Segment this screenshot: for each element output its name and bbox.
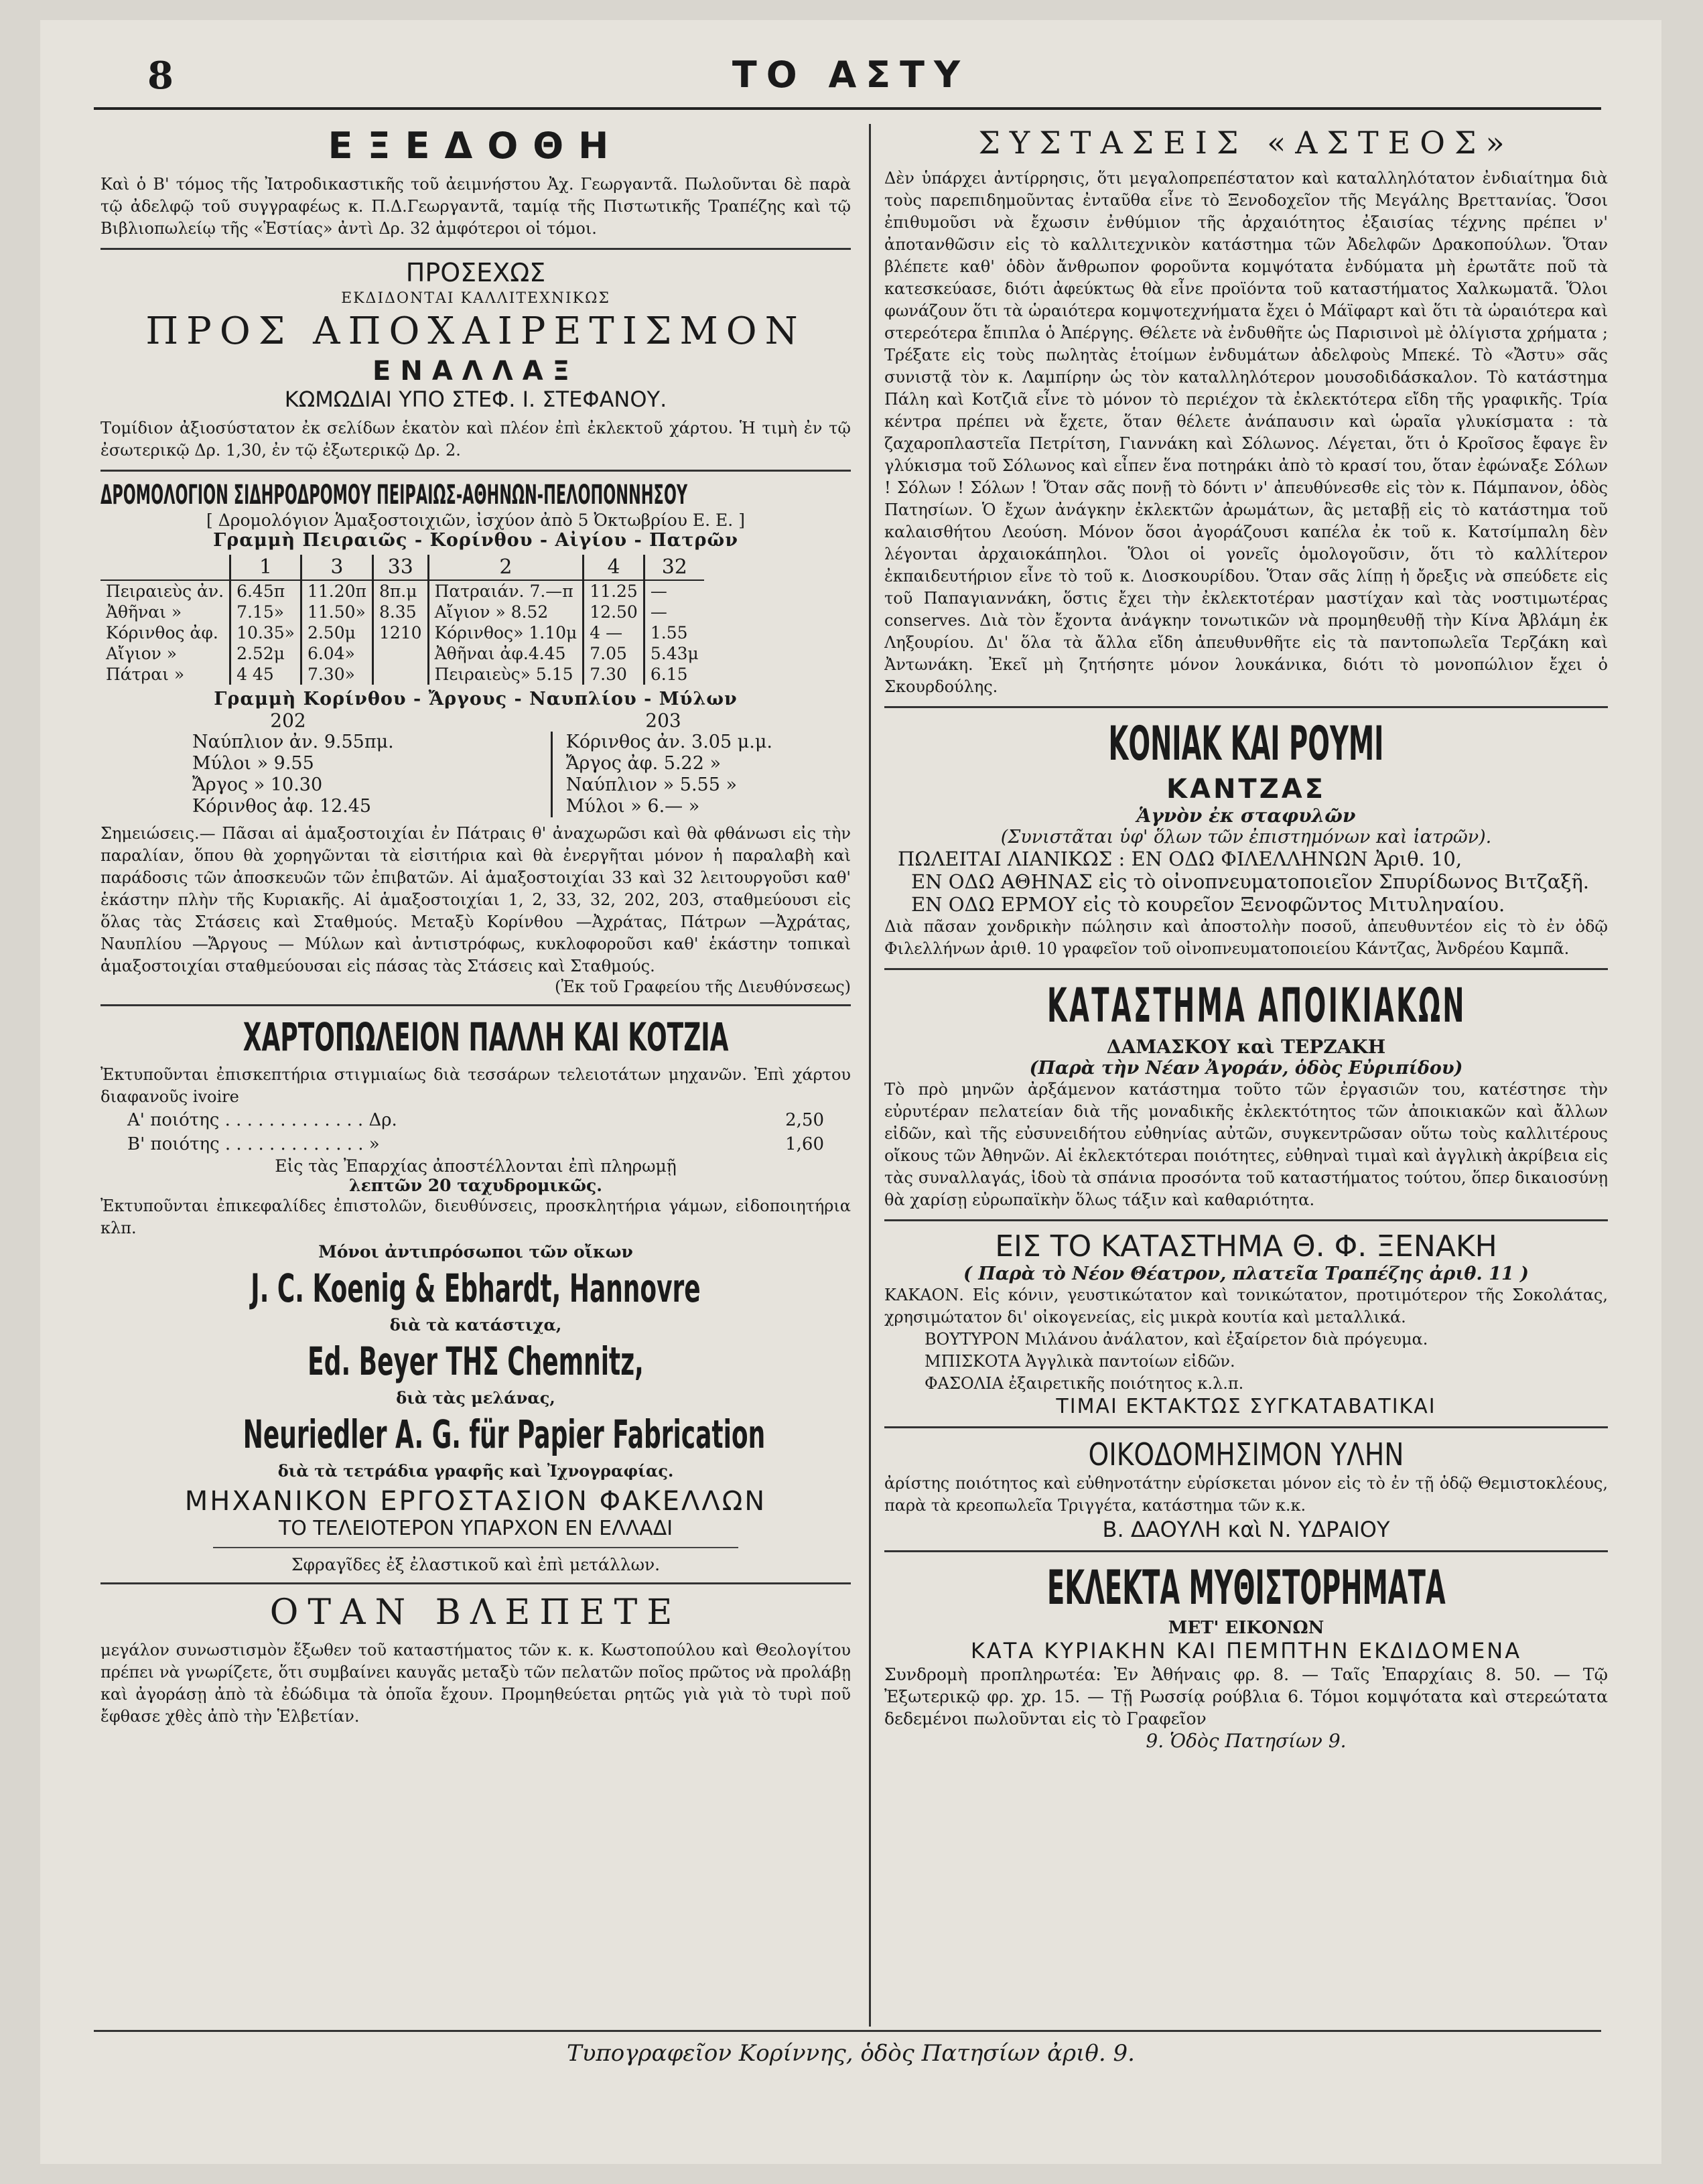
timetable-header-cell <box>100 555 230 580</box>
schedule-203 <box>551 732 772 817</box>
ad-ylin <box>884 1436 1608 1542</box>
book-name: ΕΝΑΛΛΑΞ <box>372 356 579 387</box>
ad-text: Τομίδιον ἀξιοσύστατον ἐκ σελίδων ἑκατὸν καὶ πλέον ἐπὶ ἐκλεκτοῦ χάρτου. Ἡ τιμὴ ἐν τῷ ἐσωτερικῷ Δρ. 1,30, ἐν τῷ ἐξωτερικῷ Δρ. 2. <box>100 419 851 460</box>
ad-recommend: (Συνιστᾶται ὑφ' ὅλων τῶν ἐπιστημόνων καὶ ἰατρῶν). <box>1000 827 1492 847</box>
factory-title: ΜΗΧΑΝΙΚΟΝ ΕΡΓΟΣΤΑΣΙΟΝ ΦΑΚΕΛΛΩΝ <box>184 1486 767 1517</box>
schedule-line: Κόρινθος ἀφ. 12.45 <box>192 796 372 817</box>
page-number: 8 <box>147 54 174 98</box>
masthead-title: ΤΟ ΑΣΤΥ <box>732 54 970 96</box>
price-first-quality <box>100 1108 851 1132</box>
ad-apoikiakon <box>884 978 1608 1211</box>
timetable-header-cell: 4 <box>584 555 644 580</box>
schedule-line: Ναύπλιον » 5.55 » <box>565 774 737 795</box>
section-rule <box>884 706 1608 708</box>
ad-prices: ΤΙΜΑΙ ΕΚΤΑΚΤΩΣ ΣΥΓΚΑΤΑΒΑΤΙΚΑΙ <box>1056 1395 1436 1418</box>
schedule-line: Ἄργος » 10.30 <box>192 774 323 795</box>
timetable-cell: — <box>644 602 703 622</box>
section-rule <box>884 1426 1608 1428</box>
section-rule <box>884 1550 1608 1552</box>
ad-text: ἀρίστης ποιότητος καὶ εὐθηνοτάτην εὑρίσκεται μόνον εἰς τὸ ἐν τῇ ὁδῷ Θεμιστοκλέους, παρὰ τὰ κρεοπωλεῖα Τριγγέτα, κατάστημα τῶν κ.κ. <box>884 1474 1608 1515</box>
timetable-row <box>100 602 704 622</box>
timetable-cell: Κόρινθος ἀφ. <box>106 623 218 642</box>
ad-reps: Μόνοι ἀντιπρόσωποι τῶν οἴκων <box>318 1242 633 1261</box>
product-biskota: ΜΠΙΣΚΟΤΑ Ἀγγλικὰ παντοίων εἰδῶν. <box>925 1352 1235 1371</box>
price-value: 2,50 <box>785 1110 824 1130</box>
price-label: Α' ποιότης . . . . . . . . . . . . . Δρ. <box>127 1110 397 1130</box>
ad-location: ( Παρὰ τὸ Νέον Θέατρον, πλατεῖα Τραπέζης ἀριθ. 11 ) <box>963 1264 1529 1284</box>
section-rule <box>884 1219 1608 1221</box>
product-fasolia: ΦΑΣΟΛΙΑ ἐξαιρετικῆς ποιότητος κ.λ.π. <box>925 1374 1244 1393</box>
timetable-cell: Αἴγιον » <box>106 644 178 663</box>
sale-point-3: ΕΝ ΟΔΩ ΕΡΜΟΥ εἰς τὸ κουρεῖον Ξενοφῶντος Μιτυληναίου. <box>911 893 1505 916</box>
ad-text: Διὰ πᾶσαν χονδρικὴν πώλησιν καὶ ἀποστολὴν ποσοῦ, ἀπευθυντέον εἰς τὸ ἐν ὁδῷ Φιλελλήνων ἀριθ. 10 γραφεῖον τοῦ οἰνοπνευματοποιείου Κάντζας, Ἀνδρέου Καμπᾶ. <box>884 917 1608 958</box>
header-rule <box>94 107 1601 110</box>
timetable-row <box>100 580 704 602</box>
ad-title: ΕΚΛΕΚΤΑ ΜΥΘΙΣΤΟΡΗΜΑΤΑ <box>1047 1560 1446 1615</box>
footer-rule <box>94 2030 1601 2032</box>
book-byline: ΚΩΜΩΔΙΑΙ ΥΠΟ ΣΤΕΦ. Ι. ΣΤΕΦΑΝΟΥ. <box>284 387 667 412</box>
timetable-cell: 10.35» <box>230 622 301 643</box>
schedule-line: Ἄργος ἀφ. 5.22 » <box>565 753 722 774</box>
ad-owners: ΔΑΜΑΣΚΟΥ καὶ ΤΕΡΖΑΚΗ <box>1106 1036 1386 1058</box>
timetable-cell: — <box>644 580 703 602</box>
ad-title: ΣΥΣΤΑΣΕΙΣ «ΑΣΤΕΟΣ» <box>978 125 1514 161</box>
ad-title: ΠΡΟΣΕΧΩΣ <box>405 258 546 287</box>
ad-title: ΚΑΤΑΣΤΗΜΑ ΑΠΟΙΚΙΑΚΩΝ <box>1047 978 1467 1033</box>
ad-title: ΚΟΝΙΑΚ ΚΑΙ ΡΟΥΜΙ <box>1108 716 1384 771</box>
ad-title: ΟΙΚΟΔΟΜΗΣΙΜΟΝ ΥΛΗΝ <box>1088 1436 1404 1473</box>
timetable-cell: 7.15» <box>230 602 301 622</box>
timetable-cell: 11.50» <box>301 602 372 622</box>
ad-headline: ΠΡΟΣ ΑΠΟΧΑΙΡΕΤΙΣΜΟΝ <box>145 310 806 353</box>
brand-koenig-for: διὰ τὰ κατάστιχα, <box>389 1315 562 1335</box>
ad-xenaki <box>884 1229 1608 1418</box>
schedule-line: Κόρινθος ἀν. 3.05 μ.μ. <box>565 732 772 752</box>
ad-provinces: Εἰς τὰς Ἐπαρχίας ἀποστέλλονται ἐπὶ πληρωμῇ <box>275 1156 677 1176</box>
ad-text: Συνδρομὴ προπληρωτέα: Ἐν Ἀθήναις φρ. 8. — Ταῖς Ἐπαρχίαις 8. 50. — Τῷ Ἐξωτερικῷ φρ. χρ. 15. — Τῇ Ρωσσίᾳ ρούβλια 6. Τόμοι κομψότατα καὶ στερεώτατα δεδεμένοι πωλοῦνται εἰς τὸ Γραφεῖον <box>884 1665 1608 1728</box>
timetable-cell: Ἀθῆναι ἀφ.4.45 <box>428 643 584 664</box>
timetable-header-cell: 33 <box>372 555 428 580</box>
timetable-cell: 8π.μ <box>372 580 428 602</box>
timetable-subtitle: [ Δρομολόγιον Ἁμαξοστοιχιῶν, ἰσχύον ἀπὸ 5 Ὀκτωβρίου Ε. Ε. ] <box>206 510 745 530</box>
right-column <box>884 121 1608 2037</box>
left-column <box>100 121 851 2037</box>
timetable-cell <box>372 643 428 664</box>
ad-text: Ἐκτυποῦνται ἐπισκεπτήρια στιγμιαίως διὰ τεσσάρων τελειοτάτων μηχανῶν. Ἐπὶ χάρτου διαφανοῦς ivoire <box>100 1065 851 1106</box>
brand-koenig: J. C. Koenig & Ebhardt, Hannovre <box>251 1266 701 1311</box>
timetable-cell: 12.50 <box>584 602 644 622</box>
price-label: Β' ποιότης . . . . . . . . . . . . . » <box>127 1134 380 1154</box>
timetable-cell: 1.55 <box>644 622 703 643</box>
route-line-1: Γραμμὴ Πειραιῶς - Κορίνθου - Αἰγίου - Πατρῶν <box>213 530 738 551</box>
ad-address: 9. Ὁδὸς Πατησίων 9. <box>1146 1730 1347 1752</box>
ad-text: Καὶ ὁ Β' τόμος τῆς Ἰατροδικαστικῆς τοῦ ἀειμνήστου Ἀχ. Γεωργαντᾶ. Πωλοῦνται δὲ παρὰ τῷ ἀδελφῷ τοῦ συγγραφέως κ. Π.Δ.Γεωργαντᾶ, ταμίᾳ τῆς Πιστωτικῆς Τραπέζης καὶ τῷ Βιβλιοπωλείῳ τῆς «Ἑστίας» ἀντὶ Δρ. 32 ἀμφότεροι οἱ τόμοι. <box>100 175 851 238</box>
timetable-cell: Πειραιεὺς ἀν. <box>106 582 224 601</box>
timetable-cell: 4 — <box>584 622 644 643</box>
timetable-cell: 7.30» <box>301 664 372 685</box>
railway-timetable <box>100 480 851 996</box>
section-rule <box>100 1582 851 1584</box>
section-rule <box>100 1004 851 1006</box>
short-rule <box>213 1547 738 1548</box>
ad-prosechos <box>100 258 851 462</box>
timetable-cell <box>372 664 428 685</box>
timetable-cell: Ἀθῆναι » <box>106 602 182 622</box>
ad-title: ΧΑΡΤΟΠΩΛΕΙΟΝ ΠΑΛΛΗ ΚΑΙ ΚΟΤΖΙΑ <box>243 1014 729 1060</box>
section-rule <box>100 470 851 472</box>
ad-title: ΕΙΣ ΤΟ ΚΑΤΑΣΤΗΜΑ Θ. Φ. ΞΕΝΑΚΗ <box>995 1229 1497 1264</box>
ad-owners: Β. ΔΑΟΥΛΗ καὶ Ν. ΥΔΡΑΙΟΥ <box>1102 1517 1390 1542</box>
brand-beyer: Ed. Beyer ΤΗΣ Chemnitz, <box>308 1339 644 1384</box>
section-rule <box>100 248 851 250</box>
sale-point-2: ΕΝ ΟΔΩ ΑΘΗΝΑΣ εἰς τὸ οἰνοπνευματοποιεῖον Σπυρίδωνος Βιτζαξῆ. <box>911 870 1590 893</box>
timetable-source: (Ἐκ τοῦ Γραφείου τῆς Διευθύνσεως) <box>554 977 851 996</box>
timetable-cell: 6.15 <box>644 664 703 685</box>
timetable-header-row <box>100 555 704 580</box>
seals-note: Σφραγῖδες ἐξ ἐλαστικοῦ καὶ ἐπὶ μετάλλων. <box>291 1555 661 1574</box>
brand-beyer-for: διὰ τὰς μελάνας, <box>396 1388 555 1408</box>
timetable-cell: 6.45π <box>230 580 301 602</box>
train-number-203: 203 <box>645 709 681 732</box>
timetable-cell: Κόρινθος» 1.10μ <box>428 622 584 643</box>
timetable-cell: Αἴγιον » 8.52 <box>428 602 584 622</box>
product-kakao: ΚΑΚΑΟΝ. Εἰς κόνιν, γευστικώτατον καὶ τονικώτατον, προτιμότερον τῆς Σοκολάτας, χρησιμώτατον δι' οἰκογενείας, εἰς μικρὰ κουτία καὶ μεταλλικά. <box>884 1286 1608 1326</box>
timetable-cell: Πειραιεὺς» 5.15 <box>428 664 584 685</box>
schedule-line: Ναύπλιον ἀν. 9.55πμ. <box>192 732 394 752</box>
timetable-cell: 1210 <box>372 622 428 643</box>
brand-neuriedler-for: διὰ τὰ τετράδια γραφῆς καὶ Ἰχνογραφίας. <box>277 1461 674 1481</box>
price-second-quality <box>100 1132 851 1156</box>
ad-title: ΟΤΑΝ ΒΛΕΠΕΤΕ <box>269 1592 682 1633</box>
ad-chartopoleion <box>100 1014 851 1574</box>
ad-text: μεγάλον συνωστισμὸν ἔξωθεν τοῦ καταστήματος τῶν κ. κ. Κωστοπούλου καὶ Θεολογίτου πρέπει νὰ γνωρίζετε, ὅτι συμβαίνει καυγᾶς μεταξὺ τῶν πελατῶν ποῖος πρῶτος νὰ προλάβῃ καὶ ἀγοράσῃ ἀπὸ τὰ ἐδώδιμα τὰ ὁποῖα ἔχουν. Προμηθεύεται ρητῶς γιὰ γιὰ τὸ τυρὶ ποῦ ἔφθασε χθὲς ἀπὸ τὴν Ἑλβετίαν. <box>100 1641 851 1726</box>
ad-title: ΕΞΕΔΟΘΗ <box>328 125 624 167</box>
ad-koniak <box>884 716 1608 960</box>
schedule-line: Μύλοι » 6.— » <box>565 796 700 817</box>
timetable-row <box>100 664 704 685</box>
timetable-cell: 7.30 <box>584 664 644 685</box>
timetable-notes: Σημειώσεις.— Πᾶσαι αἱ ἁμαξοστοιχίαι ἐν Πάτραις θ' ἀναχωρῶσι καὶ θὰ φθάνωσι εἰς τὴν παραλίαν, ὅπου θὰ χορηγῶνται τὰ εἰσιτήρια καὶ θὰ ἐνεργῆται μόνον ἡ παραλαβὴ καὶ παράδοσις τῶν ἀποσκευῶν τῶν ἐπιβατῶν. Αἱ ἁμαξοστοιχίαι 33 καὶ 32 λειτουργοῦσι καθ' ἑκάστην πλὴν τῆς Κυριακῆς. Αἱ ἁμαξοστοιχίαι 1, 2, 33, 32, 202, 203, σταθμεύουσι εἰς ὅλας τὰς Στάσεις καὶ Σταθμούς. Μεταξὺ Κορίνθου —Ἀχράτας, Πάτρων —Ἀχράτας, Ναυπλίου —Ἄργους — Μύλων καὶ ἀντιστρόφως, κυκλοφοροῦσι καθ' ἑκάστην τοπικαὶ ἁμαξοστοιχίαι σταθμεύουσαι εἰς πάσας τὰς Στάσεις καὶ Σταθμούς. <box>100 824 851 975</box>
timetable-header-cell: 32 <box>644 555 703 580</box>
train-number-202: 202 <box>270 709 306 732</box>
timetable-header-cell: 2 <box>428 555 584 580</box>
ad-text: Δὲν ὑπάρχει ἀντίρρησις, ὅτι μεγαλοπρεπέστατον καὶ καταλληλότατον ἐνδιαίτημα διὰ τοὺς παρεπιδημοῦντας ἐνταῦθα εἶνε τὸ Ξενοδοχεῖον τῆς Μεγάλης Βρεττανίας. Ὅσοι ἐπιθυμοῦσι νὰ ἔχωσιν ἐνθύμιον τῆς ἀρχαιότητος ἐξαισίας τέχνης πρέπει ν' ἀποτανθῶσιν εἰς τὸ καλλιτεχνικὸν κατάστημα τῶν Ἀδελφῶν Δρακοπούλων. Ὅταν βλέπετε καθ' ὁδὸν ἄνθρωπον φοροῦντα κομψότατα ἐνδύματα μὴ ἐρωτᾶτε ποῦ τὰ κατεσκεύασε, διότι ἀφεύκτως θὰ εἶνε προϊόντα τοῦ καταστήματος Χαλκωματᾶ. Ὅλοι φωνάζουν ὅτι τὰ ὡραιότερα κομψοτεχνήματα ἔχει ὁ Μάϊφαρτ καὶ ὅτι τὰ ὡραιότερα καὶ στερεότερα ἔπιπλα ὁ Ἀπέργης. Θέλετε νὰ ἐνδυθῆτε ὡς Παρισινοὶ μὲ ὀλίγιστα χρήματα ; Τρέξατε εἰς τοὺς πωλητὰς ἑτοίμων ἐνδυμάτων ἀδελφοὺς Μπεκέ. Τὸ «Ἄστυ» σᾶς συνιστᾷ τὸν κ. Λαμπίρην ὡς τὸν καταλληλότερον μουσοδιδάσκαλον. Τὸ κατάστημα Πάλη καὶ Κοτζιᾶ εἶνε τὸ μόνον τὸ περιέχον τὰ ἐκλεκτότερα εἴδη τῆς γραφικῆς. Τρία κέντρα πρέπει νὰ ἔχετε, ὅταν θέλετε ἀνάπαυσιν καὶ ὡραῖα γλυκίσματα : τὰ ζαχαροπλαστεῖα Πετρίτση, Γιαννάκη καὶ Σόλωνος. Λέγεται, ὅτι ὁ Κροῖσος ἔφαγε ἓν γλύκισμα τοῦ Σόλωνος καὶ εἶπεν ἕνα ποτηράκι ἀπὸ τὸ κρασί του, ὅταν ἐφώναξε Σόλων ! Σόλων ! Σόλων ! Ὅταν σᾶς πονῇ τὸ δόντι ν' ἀπευθύνεσθε εἰς τὸν κ. Πάμπανον, ὁδὸς Πατησίων. Ὁ ἔχων ἀνάγκην ἐκλεκτῶν ἀρωμάτων, ἃς μεταβῇ εἰς τὸ κατάστημα τοῦ καλαισθήτου Λεούση. Μόνον ὅσοι ἀγοράζουσι καπέλα ἐκ τοῦ κ. Κατσίμπαλη δὲν λέγονται ἀρχαιοκάπηλοι. Ὅλοι οἱ γονεῖς ὁμολογοῦσιν, ὅτι τὸ καλλίτερον ἐκπαιδευτήριον εἶνε τὸ τοῦ κ. Διοσκουρίδου. Ὅταν σᾶς λίπῃ ἡ ὄρεξις νὰ σπεύδετε εἰς τοῦ Παπαγιαννάκη, ὅστις ἔχει τὴν ἐκλεκτοτέραν μαστίχαν καὶ τὰς νοστιμωτέρας conserves. Διὰ τὸν ἔχοντα ἀνάγκην τονωτικῶν νὰ προμηθευθῇ τὴν Κίνα Ἀβλάμη ἐκ Ληξουρίου. Δι' ὅλα τὰ ἄλλα εἴδη ἀπευθυνθῆτε εἰς τὰ παντοπωλεῖα Τερζάκη καὶ Ἀντωνάκη. Ἐκεῖ μὴ ζητήσητε μόνον λουκάνικα, διότι τὸ μονοπώλιον ἔχει ὁ Σκουρδούλης. <box>884 169 1608 696</box>
column-divider <box>869 124 871 2027</box>
timetable-row <box>100 622 704 643</box>
ad-mythistorimata <box>884 1560 1608 1752</box>
ad-subtitle: ΜΕΤ' ΕΙΚΟΝΩΝ <box>1168 1618 1324 1638</box>
timetable-cell: 2.52μ <box>230 643 301 664</box>
timetable-cell: 11.25 <box>584 580 644 602</box>
timetable-secondary <box>100 732 851 817</box>
timetable-row <box>100 643 704 664</box>
timetable-cell: 4 45 <box>230 664 301 685</box>
route-line-2: Γραμμὴ Κορίνθου - Ἄργους - Ναυπλίου - Μύλων <box>214 689 738 709</box>
factory-subtitle: ΤΟ ΤΕΛΕΙΟΤΕΡΟΝ ΥΠΑΡΧΟΝ ΕΝ ΕΛΛΑΔΙ <box>278 1517 673 1540</box>
ad-line: ΚΑΤΑ ΚΥΡΙΑΚΗΝ ΚΑΙ ΠΕΜΠΤΗΝ ΕΚΔΙΔΟΜΕΝΑ <box>970 1638 1522 1663</box>
ad-postage: λεπτῶν 20 ταχυδρομικῶς. <box>349 1176 602 1195</box>
timetable-cell: 8.35 <box>372 602 428 622</box>
ad-location: (Παρὰ τὴν Νέαν Ἀγοράν, ὁδὸς Εὐριπίδου) <box>1029 1058 1463 1079</box>
page-header <box>100 40 1601 114</box>
timetable-cell: Πάτραι » <box>106 665 185 684</box>
timetable-cell: 7.05 <box>584 643 644 664</box>
timetable-header-cell: 1 <box>230 555 301 580</box>
timetable-cell: 11.20π <box>301 580 372 602</box>
ad-otan-vlepete <box>100 1592 851 1728</box>
timetable-cell: 5.43μ <box>644 643 703 664</box>
schedule-line: Μύλοι » 9.55 <box>192 753 314 774</box>
timetable-title: ΔΡΟΜΟΛΟΓΙΟΝ ΣΙΔΗΡΟΔΡΟΜΟΥ ΠΕΙΡΑΙΩΣ-ΑΘΗΝΩΝ-ΠΕΛΟΠΟΝΝΗΣΟΥ <box>100 480 688 510</box>
ad-systaseis <box>884 125 1608 698</box>
timetable-cell: Πατραιάν. 7.—π <box>428 580 584 602</box>
brand-neuriedler: Neuriedler A. G. für Papier Fabrication <box>243 1412 766 1457</box>
section-rule <box>884 968 1608 970</box>
ad-subtitle: Ἁγνὸν ἐκ σταφυλῶν <box>1136 805 1356 827</box>
ad-text: Ἐκτυποῦνται ἐπικεφαλίδες ἐπιστολῶν, διευθύνσεις, προσκλητήρια γάμων, εἰδοποιητήρια κλπ. <box>100 1197 851 1237</box>
printer-footer: Τυπογραφεῖον Κορίννης, ὁδὸς Πατησίων ἀριθ. 9. <box>567 2040 1135 2067</box>
timetable-main <box>100 555 704 685</box>
timetable-cell: 2.50μ <box>301 622 372 643</box>
ad-subtitle: ΕΚΔΙΔΟΝΤΑΙ ΚΑΛΛΙΤΕΧΝΙΚΩΣ <box>341 290 610 307</box>
ad-text: Τὸ πρὸ μηνῶν ἀρξάμενον κατάστημα τοῦτο τῶν ἐργασιῶν του, κατέστησε τὴν εὐρυτέραν πελατείαν διὰ τῆς μοναδικῆς ἐκλεκτότητος τῶν ἀποικιακῶν καὶ ἄλλων εἰδῶν, καὶ τῆς εὐσυνειδήτου εὐθηνίας αὐτῶν, συγκεντρῶσαν οὕτω τοὺς καλλιτέρους οἴκους τῶν Ἀθηνῶν. Αἱ ἐκλεκτότεραι ποιότητες, εὐθηναὶ τιμαὶ καὶ ἀγγλικὴ ἀκρίβεια εἰς τὰς συναλλαγάς, ἰδοὺ τὰ σπάνια προσόντα τοῦ καταστήματος τούτου, ὅπερ δικαιοσύνῃ θὰ χαρίσῃ εὐρωπαϊκὴν ὅλως τάξιν καὶ καθαριότητα. <box>884 1080 1608 1209</box>
timetable-header-cell: 3 <box>301 555 372 580</box>
brand-name: ΚΑΝΤΖΑΣ <box>1166 774 1326 805</box>
sale-point-1: ΠΩΛΕΙΤΑΙ ΛΙΑΝΙΚΩΣ : ΕΝ ΟΔΩ ΦΙΛΕΛΛΗΝΩΝ Ἀριθ. 10, <box>898 847 1462 870</box>
product-voutyro: ΒΟΥΤΥΡΟΝ Μιλάνου ἀνάλατον, καὶ ἐξαίρετον διὰ πρόγευμα. <box>925 1330 1428 1349</box>
timetable-cell: 6.04» <box>301 643 372 664</box>
price-value: 1,60 <box>785 1134 824 1154</box>
ad-exedothe <box>100 125 851 240</box>
schedule-202 <box>179 732 394 817</box>
